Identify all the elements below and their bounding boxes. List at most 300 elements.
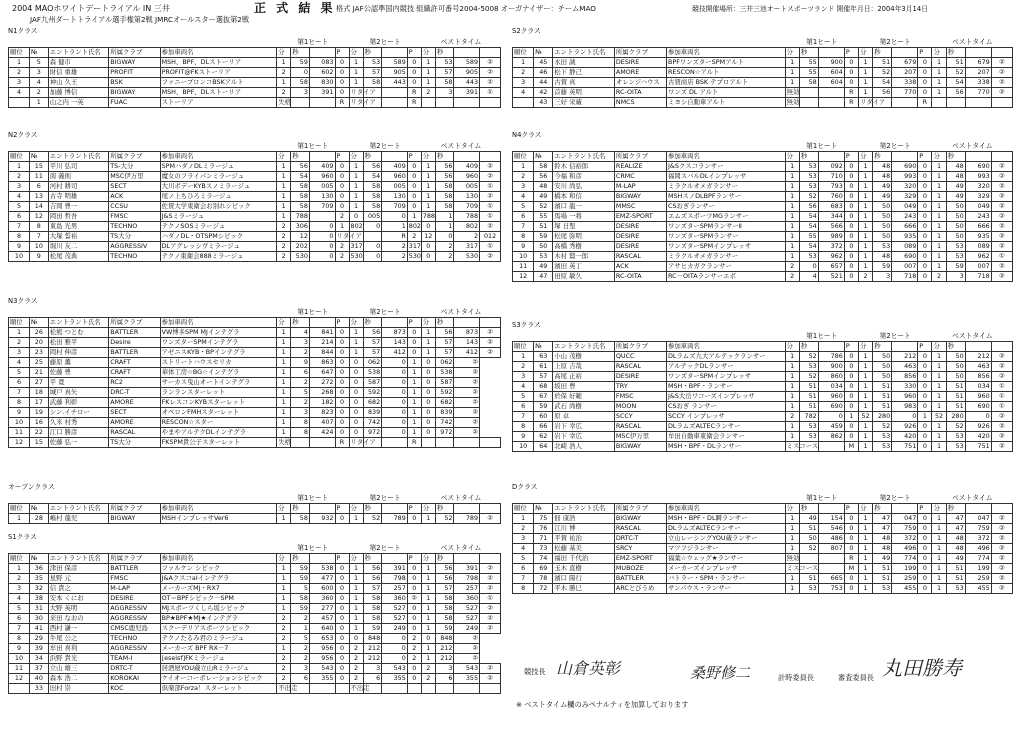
result-cell: 587 (435, 377, 454, 387)
result-cell: 0 (844, 583, 858, 593)
result-cell: 2 (435, 241, 454, 251)
result-cell: 592 (363, 387, 382, 397)
result-cell: 0 (844, 513, 858, 523)
result-cell (799, 87, 818, 97)
column-header: エントラント氏名 (48, 553, 109, 563)
result-cell: ワンズターSPMインプレッサ (666, 371, 785, 381)
result-cell: SPMハダノDLミラージュ (160, 161, 277, 171)
result-cell: 8 (291, 427, 310, 437)
result-cell: ② (480, 613, 501, 623)
column-header: 分 (859, 47, 873, 57)
result-cell: 1 (277, 583, 291, 593)
result-cell: BP★BPF★MJ★インテグラ (160, 613, 277, 623)
result-cell: 1 (859, 573, 873, 583)
column-header: № (30, 47, 49, 57)
result-row (513, 411, 1013, 421)
result-cell: 2 (421, 87, 435, 97)
result-row (9, 231, 501, 241)
result-cell: 4 (513, 87, 534, 97)
result-cell: 8 (30, 221, 49, 231)
column-header: 分 (421, 151, 435, 161)
result-cell: 1 (277, 191, 291, 201)
result-cell: 北崎 浩人 (553, 441, 615, 451)
result-cell: 1 (513, 513, 534, 523)
result-cell: 5 (9, 603, 30, 613)
result-cell: 0 (421, 387, 435, 397)
result-cell: 900 (818, 361, 844, 371)
event-info: 格式 JAF公認準国内競技 組織許可番号2004-5008 オーガナイザー：チームMAO (336, 4, 596, 13)
result-cell: 905 (454, 67, 480, 77)
result-cell: TECHNO (109, 221, 160, 231)
result-cell: 0 (918, 553, 932, 563)
result-cell (480, 97, 501, 107)
result-row (513, 251, 1013, 261)
column-header: 分 (349, 47, 363, 57)
result-cell: 0 (382, 387, 408, 397)
result-cell: 34 (30, 653, 49, 663)
result-cell: 212 (435, 643, 454, 653)
header-spacer (9, 37, 277, 47)
result-cell: エムズスポーツMGランサー (666, 211, 785, 221)
result-cell: 平賀 祐治 (553, 533, 615, 543)
result-cell: 0 (918, 271, 932, 281)
result-cell: TRY (614, 381, 666, 391)
result-cell: ② (991, 57, 1012, 67)
result-cell: 0 (844, 261, 858, 271)
result-cell: 4 (9, 357, 30, 367)
result-cell: 0 (335, 643, 349, 653)
column-header: 秒 (363, 47, 382, 57)
result-cell: 54 (799, 221, 818, 231)
result-cell: 33 (30, 683, 49, 693)
result-cell: 1 (932, 261, 946, 271)
result-cell: 1 (407, 357, 421, 367)
result-cell: 不出走 (350, 684, 370, 692)
timing-signature: 桑野修二 (690, 664, 751, 682)
result-cell: 530 (408, 252, 421, 260)
result-cell (291, 97, 310, 107)
result-cell: 佃 康浩 (553, 513, 615, 523)
result-cell: 0 (349, 367, 363, 377)
result-cell: TS-大分 (109, 161, 160, 171)
result-cell: 牛尾 公之 (48, 633, 109, 643)
result-cell: 5 (291, 387, 310, 397)
result-cell: 0 (844, 161, 858, 171)
result-cell: 8 (513, 583, 534, 593)
column-header: 分 (421, 47, 435, 57)
result-cell: 0 (818, 411, 844, 421)
result-cell: 52 (435, 513, 454, 523)
result-cell: 1 (785, 533, 799, 543)
result-cell: 0 (844, 57, 858, 67)
result-cell: 0 (421, 357, 435, 367)
heat-header: 第2ヒート (349, 37, 421, 47)
result-cell: 718 (892, 271, 918, 281)
result-cell: 3 (9, 181, 30, 191)
heat-header: ベストタイム (421, 37, 500, 47)
column-header (818, 47, 844, 57)
result-cell: 690 (965, 401, 991, 411)
result-cell: 2 (421, 663, 435, 673)
result-cell: 3 (9, 347, 30, 357)
result-cell: ② (991, 533, 1012, 543)
result-cell: 53 (873, 241, 892, 251)
result-cell: 034 (965, 381, 991, 391)
result-cell: ② (991, 553, 1012, 563)
result-cell: 三好 栄蔵 (553, 97, 615, 107)
heat-header: 第2ヒート (859, 141, 932, 151)
result-cell: 57 (363, 337, 382, 347)
result-cell: 1 (277, 417, 291, 427)
result-cell: ② (991, 271, 1012, 281)
result-cell: 0 (335, 67, 349, 77)
result-cell: 50 (946, 201, 965, 211)
column-header: 所属クラブ (109, 47, 160, 57)
column-header: P (407, 503, 421, 513)
result-cell (818, 87, 844, 97)
result-cell: 679 (965, 57, 991, 67)
column-header: 参加車両名 (666, 503, 785, 513)
result-cell: ストーリア (160, 97, 277, 107)
result-cell: AGGRESSIV (109, 241, 160, 251)
column-header: 秒 (291, 503, 310, 513)
result-cell: 1 (859, 583, 873, 593)
result-cell: 839 (435, 407, 454, 417)
result-cell: 15 (30, 161, 49, 171)
result-cell: RESCON☆スター (160, 417, 277, 427)
result-cell: 50 (946, 211, 965, 221)
result-cell: 1 (785, 421, 799, 431)
result-cell: 田村 崇 (48, 683, 109, 693)
result-cell: 74 (534, 553, 553, 563)
column-header: P (918, 341, 932, 351)
result-cell: 松熊 つとむ (48, 327, 109, 337)
result-row (513, 351, 1013, 361)
result-cell: ② (991, 583, 1012, 593)
result-cell: 212 (892, 351, 918, 361)
result-row (513, 431, 1013, 441)
result-cell: DESIRE (614, 231, 666, 241)
result-cell: 49 (946, 191, 965, 201)
result-cell: 409 (309, 161, 335, 171)
result-cell: 280 (873, 411, 892, 421)
result-cell: 12 (421, 231, 435, 241)
result-cell: 935 (965, 231, 991, 241)
result-cell: 130 (454, 191, 480, 201)
result-cell: RC-OITA (614, 271, 666, 281)
result-cell: 0 (844, 351, 858, 361)
column-header: エントラント氏名 (48, 317, 109, 327)
result-cell: 143 (454, 337, 480, 347)
results-table (512, 331, 1013, 452)
result-cell: 58 (435, 77, 454, 87)
result-cell: 0 (309, 221, 335, 231)
result-cell (892, 97, 918, 107)
result-cell: ② (454, 357, 480, 367)
result-cell: 57 (363, 67, 382, 77)
result-cell: 1 (421, 67, 435, 77)
result-cell: 0 (407, 623, 421, 633)
result-cell: 4 (513, 381, 534, 391)
result-cell: 佐藤 豊 (48, 367, 109, 377)
result-cell: R (844, 87, 858, 97)
heat-header: 第1ヒート (277, 307, 349, 317)
result-cell: 居酒屋YOU蔵立山Rミラージュ (160, 663, 277, 673)
result-cell: 709 (382, 201, 408, 211)
result-cell: AGGRESSIV (109, 613, 160, 623)
result-cell: 272 (309, 377, 335, 387)
result-cell: 1 (859, 431, 873, 441)
result-cell: 11 (513, 261, 534, 271)
result-cell: 51 (873, 401, 892, 411)
result-cell: 0 (844, 201, 858, 211)
result-cell: 538 (363, 367, 382, 377)
result-cell: 1 (932, 351, 946, 361)
result-cell: 1 (9, 161, 30, 171)
result-cell: 1 (859, 543, 873, 553)
result-cell: ② (480, 67, 501, 77)
result-cell: 原 卓 (553, 411, 615, 421)
result-cell: 1 (277, 201, 291, 211)
result-cell: 0 (421, 221, 435, 231)
result-cell: 0 (421, 397, 435, 407)
result-cell: 2 (785, 261, 799, 271)
result-cell: 濱口 龍一 (553, 201, 615, 211)
result-cell: 257 (454, 583, 480, 593)
result-cell: 1 (349, 337, 363, 347)
result-cell: 1 (277, 181, 291, 191)
result-cell: 0 (407, 663, 421, 673)
result-cell: 207 (892, 67, 918, 77)
result-cell: ランランスターレット (160, 387, 277, 397)
result-cell: ① (480, 201, 501, 211)
column-header (309, 151, 335, 161)
result-cell: 0 (844, 241, 858, 251)
column-header: 所属クラブ (109, 317, 160, 327)
result-cell: 16 (30, 417, 49, 427)
result-cell: 1 (9, 327, 30, 337)
result-cell: 0 (382, 407, 408, 417)
result-cell: CRAFT (109, 357, 160, 367)
result-cell: 1 (277, 161, 291, 171)
result-cell: 477 (309, 573, 335, 583)
result-cell: 0 (382, 211, 408, 221)
result-cell: 0 (335, 57, 349, 67)
result-cell: 1 (349, 181, 363, 191)
column-header (965, 47, 991, 57)
result-cell: 212 (363, 653, 382, 663)
result-cell: DLラムズ九大アルテックランサー (666, 351, 785, 361)
result-cell: 53 (799, 181, 818, 191)
result-cell: 2 (9, 171, 30, 181)
result-cell: 0 (382, 377, 408, 387)
result-cell: ② (991, 231, 1012, 241)
result-cell: 58 (291, 181, 310, 191)
column-header: P (407, 317, 421, 327)
result-cell: 無効 (786, 554, 800, 562)
result-cell: 666 (965, 221, 991, 231)
result-cell: 0 (421, 633, 435, 643)
result-cell: 1 (421, 171, 435, 181)
result-cell: 212 (363, 643, 382, 653)
result-cell: 543 (454, 663, 480, 673)
event-name: 2004 MAOホワイトデートライアル IN 三井 (12, 4, 170, 13)
result-cell: 73 (534, 543, 553, 553)
result-cell: 平川 弘司 (48, 161, 109, 171)
results-table (512, 493, 1013, 594)
result-cell (309, 683, 335, 693)
result-cell: 690 (965, 161, 991, 171)
result-cell: BIGWAY (614, 191, 666, 201)
result-cell: 0 (918, 161, 932, 171)
result-cell: 306 (291, 221, 310, 231)
result-cell: 1 (932, 231, 946, 241)
column-header: 秒 (873, 341, 892, 351)
result-row (9, 171, 501, 181)
result-cell: 130 (309, 191, 335, 201)
result-cell: 52 (873, 421, 892, 431)
column-header: 分 (277, 317, 291, 327)
result-cell: 51 (873, 563, 892, 573)
result-cell: 1 (859, 563, 873, 573)
result-cell: 962 (965, 251, 991, 261)
class-title: N3クラス (8, 297, 38, 305)
result-cell: ② (991, 201, 1012, 211)
result-cell: 320 (965, 181, 991, 191)
column-header: 秒 (363, 151, 382, 161)
result-cell: 59 (435, 623, 454, 633)
result-cell: 1 (277, 211, 291, 221)
result-cell: 52 (932, 411, 946, 421)
result-cell: 2 (9, 337, 30, 347)
result-cell: 360 (454, 593, 480, 603)
result-row (513, 391, 1013, 401)
result-cell: 530 (350, 252, 363, 260)
result-cell: 960 (454, 171, 480, 181)
result-cell: 1 (785, 401, 799, 411)
column-header: 分 (349, 317, 363, 327)
column-header: エントラント氏名 (553, 341, 615, 351)
result-cell: DRTC-T (109, 663, 160, 673)
result-cell: 松下 静己 (553, 67, 615, 77)
result-cell: 神山 久王 (48, 77, 109, 87)
result-cell: 1 (785, 573, 799, 583)
column-header: 分 (277, 47, 291, 57)
result-cell: 5 (30, 57, 49, 67)
result-row (9, 513, 501, 523)
result-cell: MSH・BPF・ランサー (666, 381, 785, 391)
result-cell: 56 (435, 573, 454, 583)
result-cell: 1 (277, 593, 291, 603)
result-cell: 0 (918, 241, 932, 251)
result-cell: 52 (859, 411, 873, 421)
result-cell: 527 (382, 613, 408, 623)
result-cell: 2 (859, 271, 873, 281)
result-cell: ② (991, 171, 1012, 181)
result-cell: 13 (30, 191, 49, 201)
result-cell: PROFIT@FKストーリア (160, 67, 277, 77)
result-cell: ② (991, 77, 1012, 87)
result-cell: 48 (534, 181, 553, 191)
result-cell: FMSC (109, 573, 160, 583)
result-cell: 457 (309, 613, 335, 623)
result-cell: 1 (421, 573, 435, 583)
result-cell: ② (454, 427, 480, 437)
column-header (965, 341, 991, 351)
result-cell: 823 (309, 407, 335, 417)
result-cell: PROFIT (109, 67, 160, 77)
result-cell: 0 (918, 371, 932, 381)
column-header: P (844, 151, 858, 161)
column-header: 分 (785, 503, 799, 513)
result-cell: 543 (382, 663, 408, 673)
heat-header: 第1ヒート (277, 141, 349, 151)
result-cell: 459 (818, 421, 844, 431)
result-cell: 1 (407, 377, 421, 387)
result-cell: 22 (30, 427, 49, 437)
result-cell: 4 (513, 191, 534, 201)
column-header (480, 553, 501, 563)
venue-date: 競技開催場所：三井三池オートスポーツランド 開催年月日：2004年3月14日 (692, 5, 928, 13)
result-row (9, 653, 501, 663)
result-cell: 592 (435, 387, 454, 397)
header-spacer (513, 37, 786, 47)
result-cell: 0 (407, 337, 421, 347)
result-cell: 1 (421, 603, 435, 613)
result-cell: 709 (454, 201, 480, 211)
result-cell: 1 (785, 251, 799, 261)
result-cell: 257 (382, 583, 408, 593)
result-cell: 2 (277, 251, 291, 261)
result-cell: 1 (932, 171, 946, 181)
result-cell: SCCY (614, 411, 666, 421)
result-cell: 1 (932, 241, 946, 251)
result-cell: 839 (363, 407, 382, 417)
result-cell: 1 (785, 371, 799, 381)
column-header: 分 (277, 553, 291, 563)
result-cell: 047 (892, 513, 918, 523)
result-cell: 7 (513, 221, 534, 231)
result-cell: 岡田 哲吾 (48, 211, 109, 221)
result-cell: 424 (309, 427, 335, 437)
result-cell: 1 (859, 221, 873, 231)
column-header: 秒 (435, 47, 454, 57)
result-cell: 0 (407, 171, 421, 181)
column-header: 秒 (435, 503, 454, 513)
result-cell: 1 (407, 367, 421, 377)
result-cell: 972 (435, 427, 454, 437)
column-header: 所属クラブ (614, 151, 666, 161)
result-cell: 1 (932, 563, 946, 573)
result-cell: 2 (435, 251, 454, 261)
column-header (892, 341, 918, 351)
result-cell: 935 (892, 231, 918, 241)
result-cell: 1 (859, 513, 873, 523)
result-cell: 259 (892, 573, 918, 583)
result-cell: BPFワンズターSPMアルト (666, 57, 785, 67)
column-header: 参加車両名 (160, 151, 277, 161)
result-cell: 倶楽部Forza！スターレット (160, 683, 277, 693)
result-cell: 3 (291, 337, 310, 347)
result-cell: 54 (946, 77, 965, 87)
result-cell: 27 (30, 377, 49, 387)
result-cell: 0 (335, 663, 349, 673)
result-cell: 600 (309, 583, 335, 593)
result-cell: 50 (873, 231, 892, 241)
column-header (309, 553, 335, 563)
result-cell: 1 (932, 361, 946, 371)
result-row (9, 663, 501, 673)
